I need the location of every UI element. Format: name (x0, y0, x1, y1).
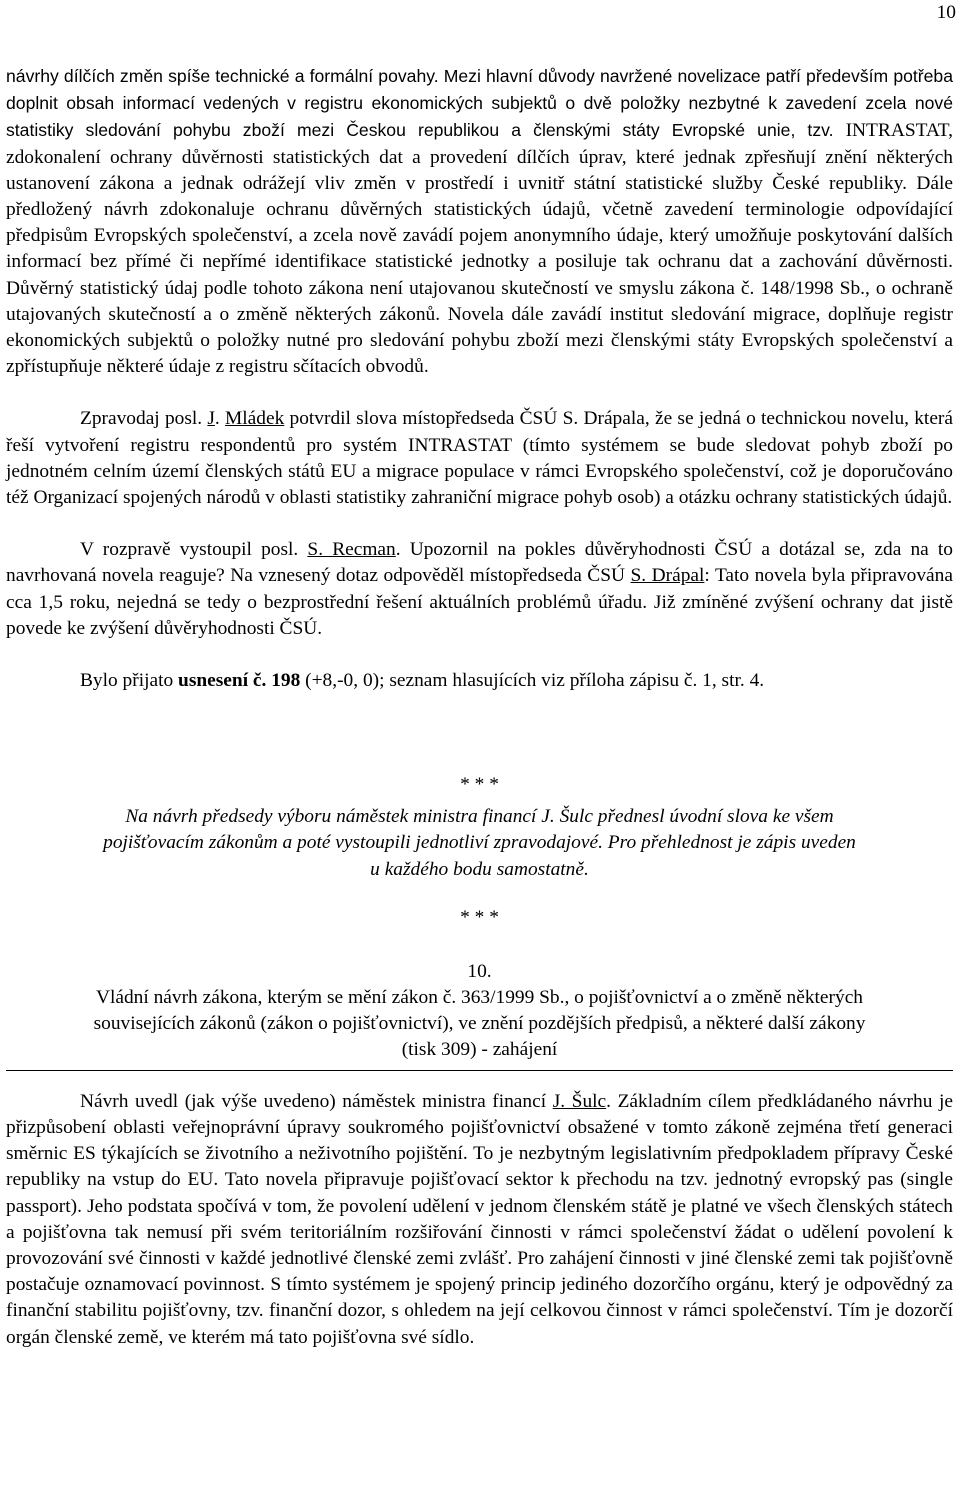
paragraph-intrastat-part1: návrhy dílčích změn spíše technické a formální povahy. Mezi hlavní důvody navržené novelizace patří především potřeba doplnit obsah informací vedených v registru ekonomických subjektů o dvě položky nezbytné k zavedení zcela nové statistiky sledování pohybu zboží mezi Českou republikou a členskými státy Evropské unie, tzv. (6, 66, 953, 141)
paragraph-intrastat-part2: INTRASTAT, zdokonalení ochrany důvěrnosti statistických dat a provedení dílčích úprav, které jednak zpřesňují znění některých ustanovení zákona a jednak odrážejí vliv změn v prostředí i uvnitř státní statistické služby České republiky. (6, 120, 954, 194)
paragraph-intrastat-part3: Dále předložený návrh zdokonaluje ochranu důvěrných statistických údajů, včetně zavedení terminologie odpovídající předpisům Evropských společenství, a zcela nově zavádí pojem anonymního údaje, který umožňuje poskytování dalších informací bez přímé či nepřímé identifikace statistické jednotky a posiluje tak ochranu dat a zachování důvěrnosti. Důvěrný statistický údaj podle tohoto zákona není utajovanou skutečností ve smyslu zákona č. 148/1998 Sb., o ochraně utajovaných skutečností a o změně některých zákonů. Novela dále zavádí institut sledování migrace, doplňuje registr ekonomických subjektů o položky nutné pro sledování pohybu zboží mezi členskými státy Evropských společenství a zpřístupňuje některé údaje z registru sčítacích obvodů. (6, 172, 953, 378)
rapporteur-name: Mládek (225, 408, 285, 430)
resolution-rest: (+8,-0, 0); seznam hlasujících viz příloha zápisu č. 1, str. 4. (300, 670, 765, 692)
page-number: 10 (936, 2, 956, 23)
rapporteur-dot: . (214, 408, 226, 430)
paragraph-debate-rest: : Tato novela byla připravována cca 1,5 roku, nejedná se tedy o bezprostřední řešení aktuálních problémů úřadu. Již zmíněné zvýšení ochrany dat jistě povede ke zvýšení důvěryhodnosti ČSÚ. (6, 565, 953, 639)
item-number: 10. (467, 960, 492, 982)
proposal-rest: . Základním cílem předkládaného návrhu je přizpůsobení oblasti veřejnoprávní úpravy soukromého pojišťovnictví obsažené v tomto zákoně zejména třetí generaci směrnic ES týkajících se životního a neživotního pojištění. To je nezbytným legislativním předpokladem přípravy České republiky na vstup do EU. Tato novela připravuje pojišťovací sektor k přechodu na tzv. jednotný evropský pas (single passport). Jeho podstata spočívá v tom, že povolení udělení v jednom členském státě je platné ve všech členských státech a pojišťovna tak nemusí při svém teritoriálním rozšiřování činnosti v rámci společenství žádat o udělení povolení k provozování své činnosti v každé jednotlivé členské zemi zvlášť. Pro zahájení činnosti v jiné členské zemi tak pojišťovně postačuje oznamovací povinnost. S tímto systémem je spojený princip jediného dozorčího orgánu, který je odpovědný za finanční stabilitu pojišťovny, tzv. finanční dozor, s ohledem na její celkovou činnost v rámci společenství. Tím je dozorčí orgán členské země, ve kterém má tato pojišťovna své sídlo. (6, 1090, 953, 1348)
item-title-line-3: (tisk 309) - zahájení (401, 1039, 558, 1061)
rapporteur-initial: J (207, 408, 215, 430)
paragraph-rapporteur-text: Zpravodaj posl. (80, 408, 208, 430)
italic-note-line-3: u každého bodu samostatně. (370, 858, 589, 880)
separator-stars: * * * (460, 774, 499, 796)
paragraph-intrastat (6, 63, 953, 380)
italic-note-line-2: pojišťovacím zákonům a poté vystoupili jednotliví zpravodajové. Pro přehlednost je zápis uveden (103, 832, 856, 854)
horizontal-rule (6, 1070, 953, 1071)
paragraph-proposal (6, 1089, 953, 1351)
item-title-line-1: Vládní návrh zákona, kterým se mění zákon č. 363/1999 Sb., o pojišťovnictví a o změně některých (95, 987, 863, 1009)
paragraph-rapporteur-rest: potvrdil slova místopředseda ČSÚ S. Drápala, že se jedná o technickou novelu, která řeší vytvoření registru respondentů pro systém INTRASTAT (tímto systémem se bude sledovat pohyb zboží po jednotném celním území členských států EU a migrace populace v rámci Evropského společenství, což je doporučováno též Organizací spojených národů v oblasti statistiky zahraniční migrace pohyb osob) a otázku ochrany statistických údajů. (6, 408, 953, 509)
paragraph-debate-middle: . Upozornil na pokles důvěryhodnosti ČSÚ a dotázal se, zda na to navrhovaná novela reaguje? Na vznesený dotaz odpověděl místopředseda ČSÚ (6, 539, 953, 587)
paragraph-debate (6, 537, 953, 642)
paragraph-debate-text: V rozpravě vystoupil posl. (80, 539, 308, 561)
resolution-number: usnesení č. 198 (178, 670, 301, 692)
speaker-drapal: S. Drápal (630, 565, 705, 587)
document-body (6, 63, 953, 1351)
item-title-line-2: souvisejících zákonů (zákon o pojišťovnictví), ve znění pozdějších předpisů, a některé další zákony (93, 1013, 866, 1035)
resolution-text: Bylo přijato (80, 670, 179, 692)
speaker-recman: S. Recman (307, 539, 396, 561)
paragraph-resolution (6, 668, 953, 694)
separator-stars-2: * * * (460, 906, 499, 928)
proposal-text: Návrh uvedl (jak výše uvedeno) náměstek ministra financí (80, 1090, 553, 1112)
proposer-name: J. Šulc (552, 1090, 607, 1112)
italic-note-line-1: Na návrh předsedy výboru náměstek ministra financí J. Šulc přednesl úvodní slova ke všem (125, 806, 834, 828)
paragraph-rapporteur (6, 406, 953, 511)
